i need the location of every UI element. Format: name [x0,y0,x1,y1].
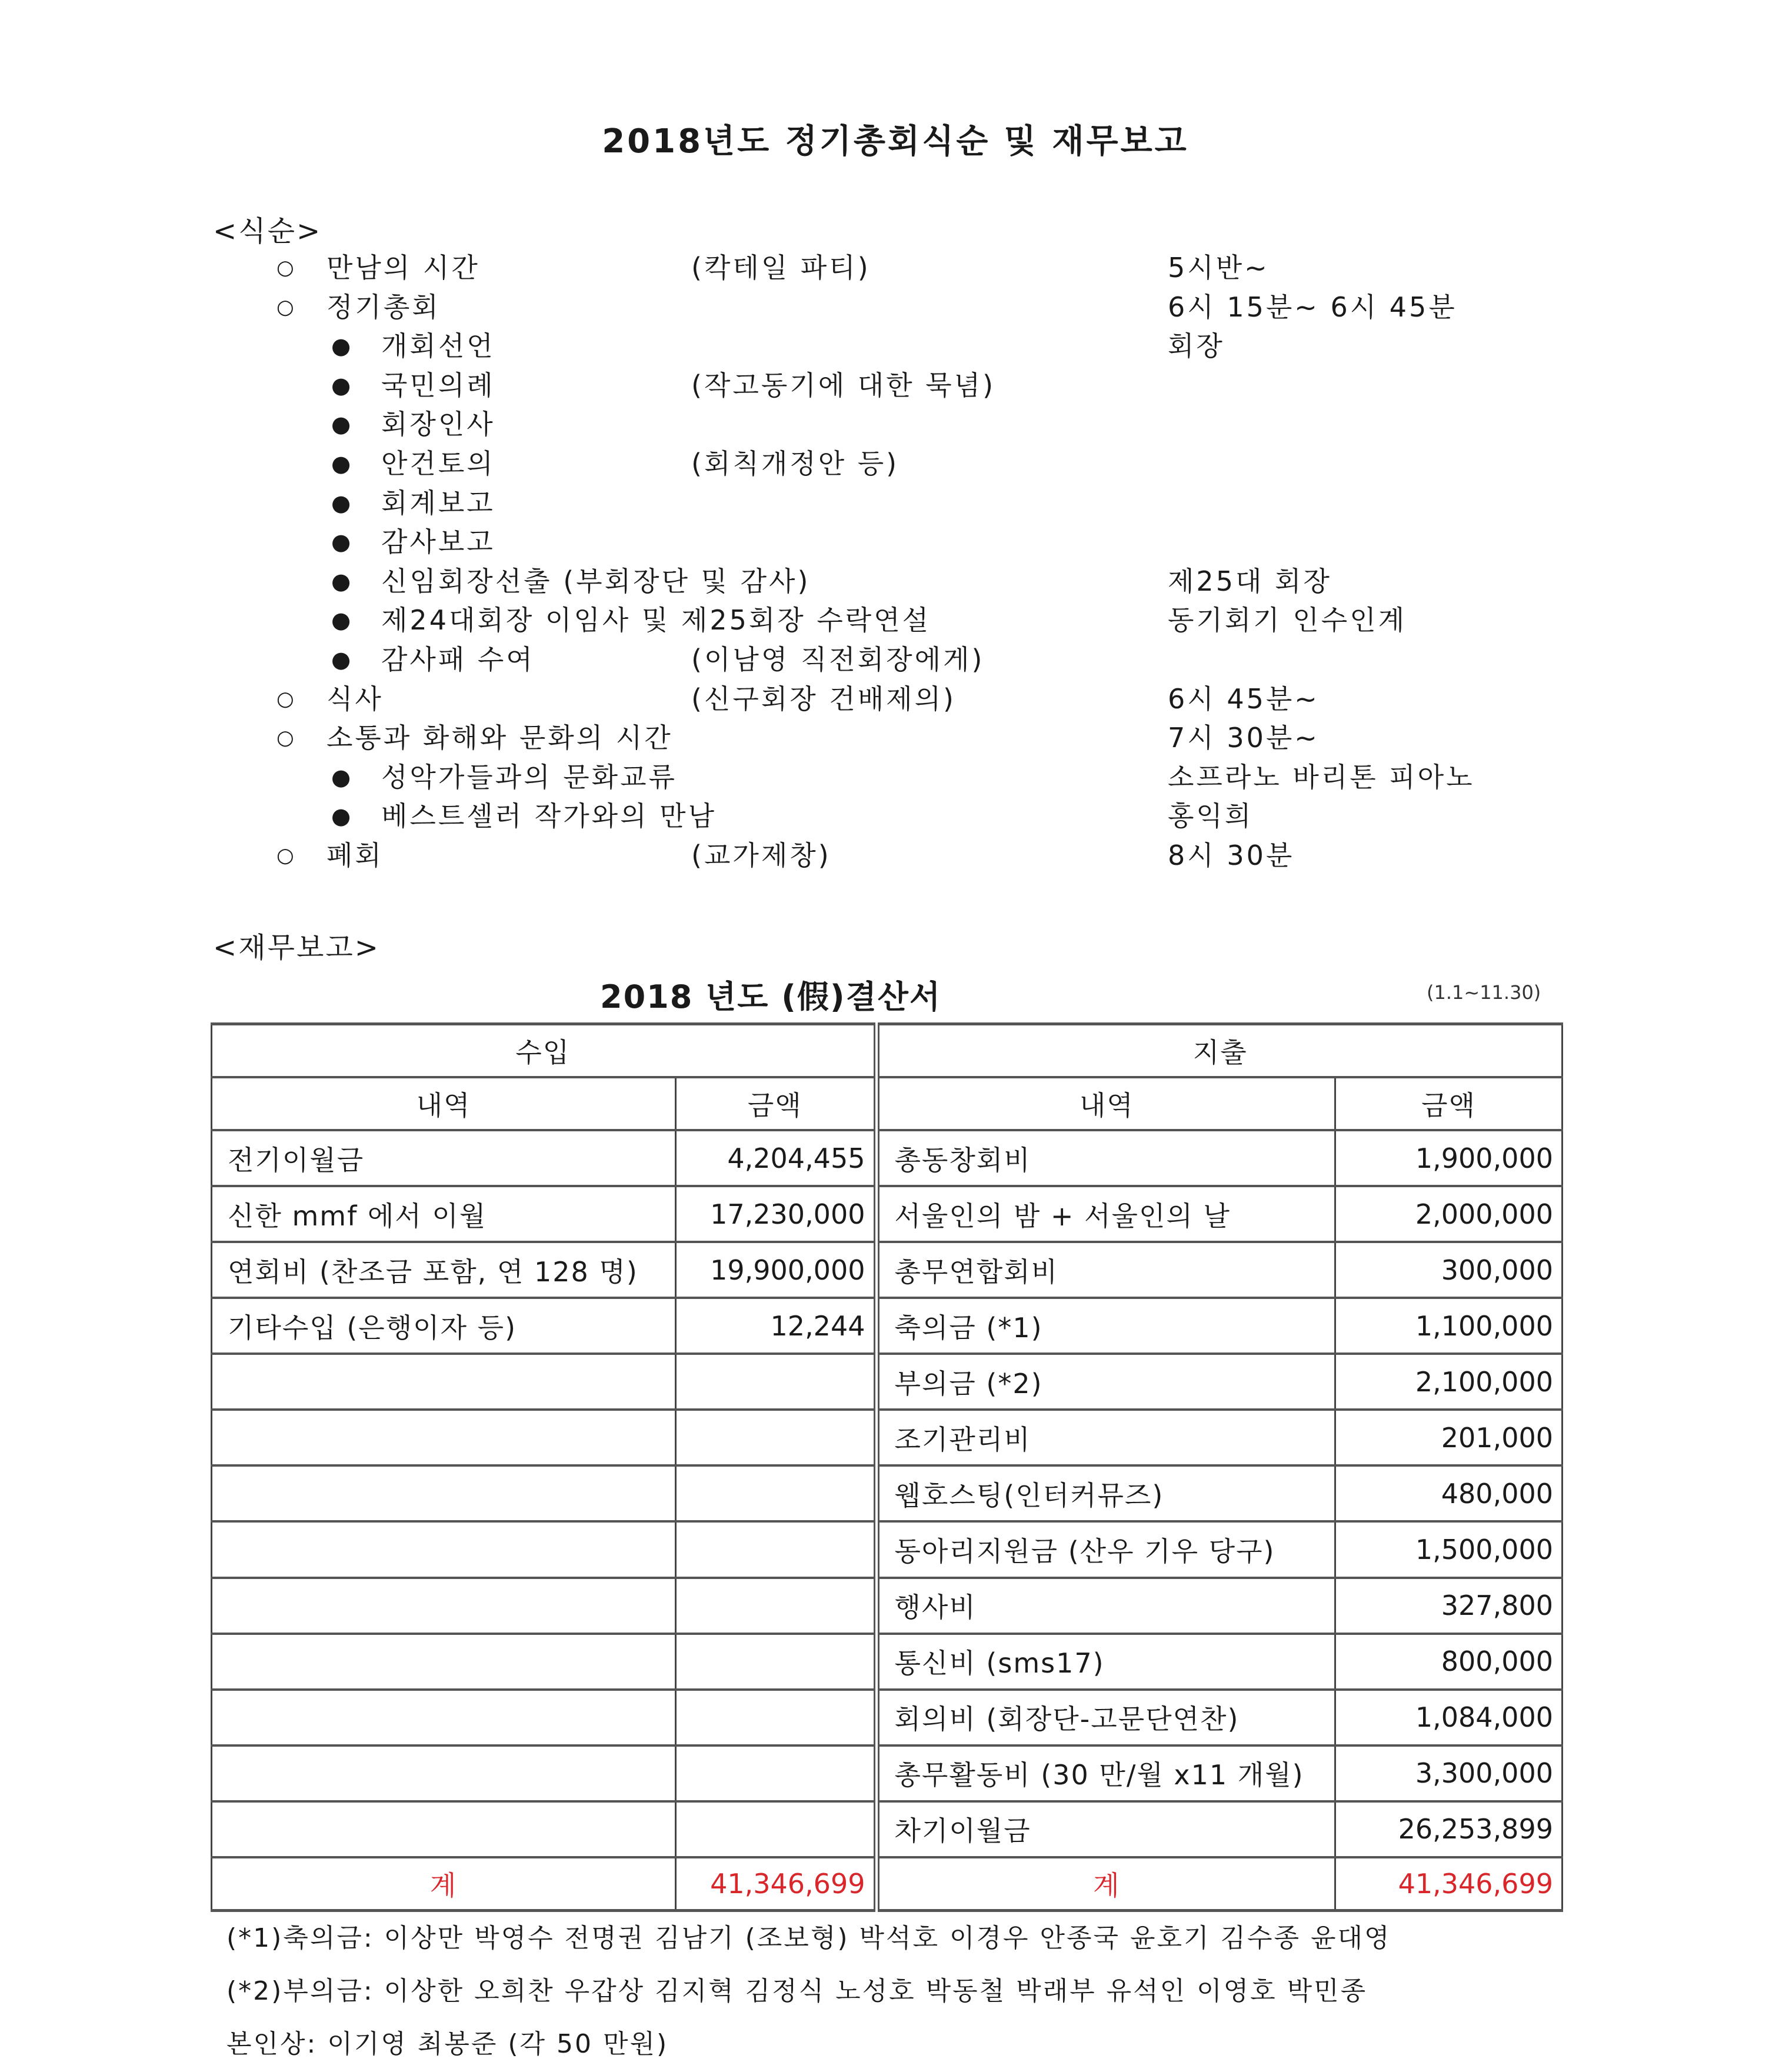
agenda-item-label: 개회선언 [381,330,495,362]
agenda-item-note: (이남영 직전회장에게) [691,644,985,675]
hollow-circle-bullet-icon: ○ [276,726,296,750]
agenda-item-label: 폐회 [327,840,384,871]
expense-desc-cell: 서울인의 밤 + 서울인의 날 [877,1186,1335,1242]
expense-desc-cell: 부의금 (*2) [877,1354,1335,1410]
income-desc-cell [212,1578,676,1634]
expense-desc-cell: 총무연합회비 [877,1242,1335,1298]
agenda-item-time: 동기회기 인수인계 [1168,604,1407,637]
expense-total-amount: 41,346,699 [1335,1857,1563,1911]
expense-desc-cell: 축의금 (*1) [877,1298,1335,1354]
income-amount-header: 금액 [676,1077,877,1130]
income-total-amount: 41,346,699 [676,1857,877,1911]
agenda-item-time: 회장 [1168,330,1225,362]
statement-row [212,1410,1563,1465]
expense-amount-cell: 1,100,000 [1335,1298,1563,1354]
income-amount-cell [676,1521,877,1577]
income-total-label: 계 [212,1857,676,1911]
expense-desc-cell: 차기이월금 [877,1801,1335,1857]
income-amount-cell: 12,244 [676,1298,877,1354]
income-amount-cell [676,1465,877,1521]
income-amount-cell: 19,900,000 [676,1242,877,1298]
filled-circle-bullet-icon: ● [331,372,354,398]
agenda-item [0,405,1779,444]
hollow-circle-bullet-icon: ○ [276,844,296,867]
expense-amount-cell: 2,000,000 [1335,1186,1563,1242]
income-desc-cell [212,1745,676,1801]
agenda-item-label: 식사 [327,682,384,715]
expense-amount-cell: 327,800 [1335,1578,1563,1634]
income-amount-cell [676,1354,877,1410]
agenda-item-time: 소프라노 바리톤 피아노 [1168,761,1475,793]
expense-amount-cell: 800,000 [1335,1634,1563,1690]
agenda-item [0,522,1779,561]
expense-desc-cell: 회의비 (회장단-고문단연찬) [877,1690,1335,1745]
filled-circle-bullet-icon: ● [331,568,354,594]
agenda-item [0,288,1779,327]
agenda-item-label: 회계보고 [381,487,495,519]
income-desc-cell [212,1410,676,1465]
expense-desc-cell: 행사비 [877,1578,1335,1634]
statement-row [212,1354,1563,1410]
agenda-item-time: 6시 15분~ 6시 45분 [1168,291,1457,323]
agenda-item-note: (신구회장 건배제의) [691,682,957,715]
income-header: 수입 [212,1024,877,1078]
footnote-condolence: (*2)부의금: 이상한 오희찬 우갑상 김지혁 김정식 노성호 박동철 박래부 유석인 이영호 박민종 [226,1976,1368,2006]
expense-desc-cell: 동아리지원금 (산우 기우 당구) [877,1521,1335,1577]
agenda-item-time: 7시 30분~ [1168,722,1320,754]
expense-amount-cell: 1,900,000 [1335,1130,1563,1186]
section-header-row [212,1024,1563,1078]
agenda-item [0,640,1779,679]
statement-row [212,1130,1563,1186]
filled-circle-bullet-icon: ● [331,764,354,790]
statement-row [212,1242,1563,1298]
agenda-item-time: 5시반~ [1168,252,1270,284]
agenda-item [0,562,1779,601]
statement-row [212,1521,1563,1577]
statement-body [212,1130,1563,1857]
statement-row [212,1578,1563,1634]
expense-desc-cell: 통신비 (sms17) [877,1634,1335,1690]
expense-amount-cell: 1,084,000 [1335,1690,1563,1745]
agenda-item-label: 국민의례 [381,369,495,401]
agenda-item [0,444,1779,483]
agenda-item-note: (교가제창) [691,840,831,871]
expense-header: 지출 [877,1024,1563,1078]
expense-desc-header: 내역 [877,1077,1335,1130]
statement-row [212,1298,1563,1354]
total-row [212,1857,1563,1911]
agenda-item-label: 감사보고 [381,526,495,558]
agenda-item-label: 제24대회장 이임사 및 제25회장 수락연설 [381,604,931,637]
filled-circle-bullet-icon: ● [331,803,354,830]
income-desc-cell: 연회비 (찬조금 포함, 연 128 명) [212,1242,676,1298]
agenda-heading: <식순> [213,215,322,248]
agenda-item-time: 제25대 회장 [1168,565,1332,597]
statement-row [212,1186,1563,1242]
filled-circle-bullet-icon: ● [331,647,354,672]
agenda-item [0,248,1779,287]
agenda-item [0,327,1779,365]
statement-title: 2018 년도 (假)결산서 [600,978,942,1015]
expense-amount-cell: 2,100,000 [1335,1354,1563,1410]
agenda-item-time: 6시 45분~ [1168,682,1320,715]
income-amount-cell [676,1578,877,1634]
document-title-text: 2018년도 정기총회식순 및 재무보고 [602,122,1189,161]
filled-circle-bullet-icon: ● [331,451,354,477]
expense-amount-cell: 480,000 [1335,1465,1563,1521]
income-desc-cell [212,1521,676,1577]
column-header-row [212,1077,1563,1130]
agenda-item [0,601,1779,639]
agenda-item-label: 소통과 화해와 문화의 시간 [327,722,673,754]
agenda-item [0,718,1779,757]
income-desc-cell [212,1634,676,1690]
agenda-item-label: 성악가들과의 문화교류 [381,761,677,793]
expense-amount-cell: 300,000 [1335,1242,1563,1298]
agenda-item [0,797,1779,835]
filled-circle-bullet-icon: ● [331,333,354,359]
expense-amount-cell: 26,253,899 [1335,1801,1563,1857]
agenda-item [0,758,1779,797]
agenda-item-time: 8시 30분 [1168,840,1295,871]
document-title [0,115,1779,162]
income-desc-cell: 기타수입 (은행이자 등) [212,1298,676,1354]
filled-circle-bullet-icon: ● [331,489,354,516]
agenda-item [0,484,1779,522]
finance-heading: <재무보고> [213,931,380,964]
income-desc-cell [212,1465,676,1521]
footnote-personal-bereavement: 본인상: 이기영 최봉준 (각 50 만원) [226,2029,669,2059]
expense-total-label: 계 [877,1857,1335,1911]
agenda-item-label: 회장인사 [381,408,495,441]
income-desc-cell: 신한 mmf 에서 이월 [212,1186,676,1242]
income-desc-cell [212,1354,676,1410]
expense-amount-cell: 1,500,000 [1335,1521,1563,1577]
income-amount-cell [676,1634,877,1690]
financial-statement-table [211,1022,1563,1912]
expense-amount-cell: 201,000 [1335,1410,1563,1465]
statement-row [212,1465,1563,1521]
agenda-item-note: (회칙개정안 등) [691,448,900,479]
agenda-item-label: 신임회장선출 (부회장단 및 감사) [381,565,811,597]
footnote-congratulatory: (*1)축의금: 이상만 박영수 전명권 김남기 (조보형) 박석호 이경우 안종국 윤호기 김수종 윤대영 [226,1923,1391,1953]
income-amount-cell [676,1410,877,1465]
income-desc-header: 내역 [212,1077,676,1130]
statement-row [212,1690,1563,1745]
agenda-item-time: 홍익희 [1168,800,1254,832]
income-amount-cell [676,1745,877,1801]
filled-circle-bullet-icon: ● [331,529,354,555]
agenda-item [0,679,1779,718]
expense-amount-cell: 3,300,000 [1335,1745,1563,1801]
filled-circle-bullet-icon: ● [331,411,354,438]
agenda-item-label: 감사패 수여 [381,644,535,675]
agenda-item-note: (작고동기에 대한 묵념) [691,369,996,401]
agenda-item [0,836,1779,875]
expense-amount-header: 금액 [1335,1077,1563,1130]
statement-row [212,1745,1563,1801]
statement-row [212,1634,1563,1690]
filled-circle-bullet-icon: ● [331,607,354,634]
hollow-circle-bullet-icon: ○ [276,687,296,711]
agenda-item [0,366,1779,405]
income-amount-cell: 4,204,455 [676,1130,877,1186]
expense-desc-cell: 총무활동비 (30 만/월 x11 개월) [877,1745,1335,1801]
agenda-item-label: 베스트셀러 작가와의 만남 [381,800,717,832]
statement-period: (1.1~11.30) [1427,981,1541,1004]
expense-desc-cell: 총동창회비 [877,1130,1335,1186]
agenda-item-note: (칵테일 파티) [691,252,871,284]
income-desc-cell [212,1801,676,1857]
income-amount-cell [676,1690,877,1745]
expense-desc-cell: 웹호스팅(인터커뮤즈) [877,1465,1335,1521]
income-desc-cell: 전기이월금 [212,1130,676,1186]
agenda-item-label: 만남의 시간 [327,252,480,284]
expense-desc-cell: 조기관리비 [877,1410,1335,1465]
income-amount-cell [676,1801,877,1857]
agenda-item-label: 정기총회 [327,291,441,323]
hollow-circle-bullet-icon: ○ [276,256,296,279]
agenda-item-label: 안건토의 [381,448,495,479]
income-amount-cell: 17,230,000 [676,1186,877,1242]
income-desc-cell [212,1690,676,1745]
hollow-circle-bullet-icon: ○ [276,295,296,319]
statement-row [212,1801,1563,1857]
